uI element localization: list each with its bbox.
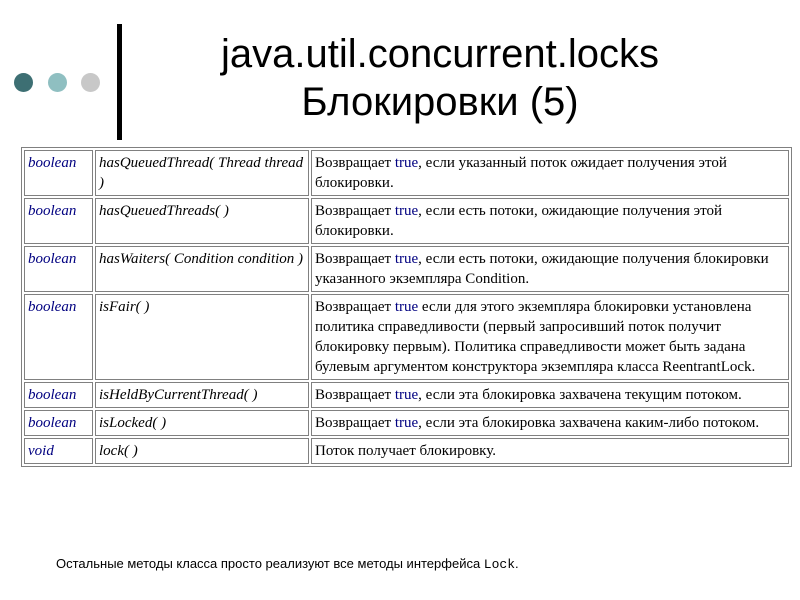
return-type: void — [24, 438, 93, 464]
footer-end: . — [515, 556, 519, 571]
table-row — [24, 246, 789, 292]
method-signature: isLocked( ) — [95, 410, 309, 436]
desc-text-rest: , если эта блокировка захвачена каким-либо потоком. — [418, 415, 760, 431]
method-signature: hasQueuedThread( Thread thread ) — [95, 150, 309, 196]
table-row — [24, 150, 789, 196]
method-description — [311, 382, 789, 408]
desc-text: Возвращает — [315, 251, 395, 267]
footer-text: Остальные методы класса просто реализуют все методы интерфейса — [56, 556, 484, 571]
desc-text: Возвращает — [315, 387, 395, 403]
slide-title — [130, 30, 750, 126]
footer-code: Lock — [483, 557, 516, 572]
desc-text-rest: , если есть потоки, ожидающие получения блокировки указанного экземпляра Condition. — [315, 251, 769, 287]
desc-text: Возвращает — [315, 155, 395, 171]
table-row — [24, 438, 789, 464]
title-line1: java.util.concurrent.locks — [221, 32, 659, 76]
desc-text: Возвращает — [315, 203, 395, 219]
return-type: boolean — [24, 294, 93, 380]
desc-text: Поток получает блокировку. — [315, 443, 496, 459]
methods-table — [21, 147, 792, 467]
table-row — [24, 294, 789, 380]
desc-keyword: true — [394, 415, 419, 431]
method-description — [311, 294, 789, 380]
desc-keyword: true — [394, 155, 419, 171]
desc-keyword: true — [394, 387, 419, 403]
method-description — [311, 410, 789, 436]
desc-keyword: true — [394, 203, 419, 219]
desc-text-rest: , если эта блокировка захвачена текущим потоком. — [418, 387, 742, 403]
dot-light — [48, 73, 67, 92]
desc-text: Возвращает — [315, 415, 395, 431]
return-type: boolean — [24, 198, 93, 244]
return-type: boolean — [24, 150, 93, 196]
dot-dark — [14, 73, 33, 92]
title-line2: Блокировки (5) — [301, 80, 579, 124]
desc-keyword: true — [394, 299, 419, 315]
method-description — [311, 438, 789, 464]
return-type: boolean — [24, 410, 93, 436]
return-type: boolean — [24, 382, 93, 408]
desc-keyword: true — [394, 251, 419, 267]
desc-text-rest: , если указанный поток ожидает получения этой блокировки. — [315, 155, 727, 191]
table-row — [24, 198, 789, 244]
method-description — [311, 150, 789, 196]
table-row — [24, 382, 789, 408]
method-signature: lock( ) — [95, 438, 309, 464]
method-description — [311, 246, 789, 292]
method-signature: isFair( ) — [95, 294, 309, 380]
method-signature: hasQueuedThreads( ) — [95, 198, 309, 244]
table-row — [24, 410, 789, 436]
method-description — [311, 198, 789, 244]
dot-gray — [81, 73, 100, 92]
title-divider — [117, 24, 122, 140]
return-type: boolean — [24, 246, 93, 292]
desc-text-rest: если для этого экземпляра блокировки установлена политика справедливости (первый запросивший поток получит блокировку первым). Политика справедливости может быть задана булевым аргументом конструктора экземпляра класса ReentrantLock. — [315, 299, 756, 375]
desc-text: Возвращает — [315, 299, 395, 315]
footer-note — [56, 556, 519, 572]
method-signature: hasWaiters( Condition condition ) — [95, 246, 309, 292]
desc-text-rest: , если есть потоки, ожидающие получения этой блокировки. — [315, 203, 723, 239]
method-signature: isHeldByCurrentThread( ) — [95, 382, 309, 408]
